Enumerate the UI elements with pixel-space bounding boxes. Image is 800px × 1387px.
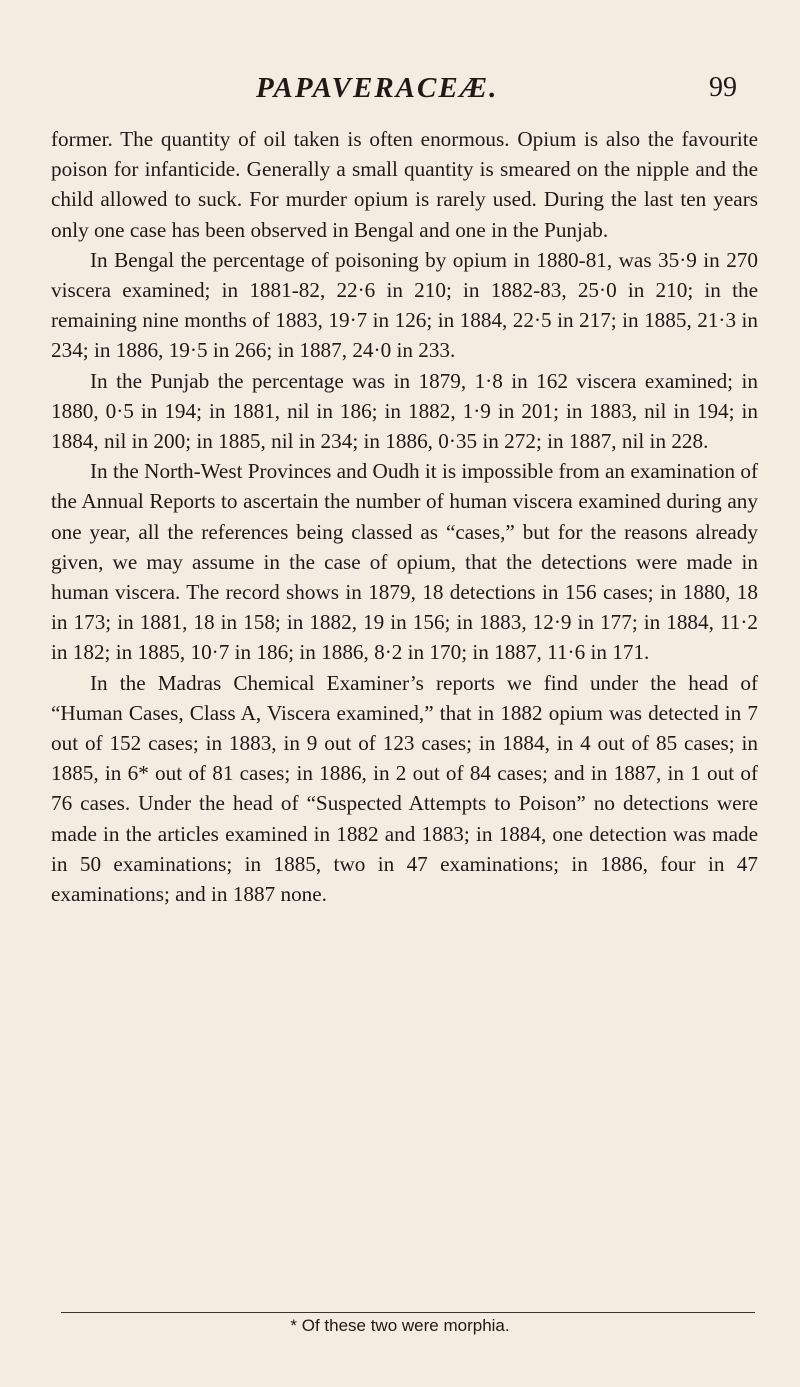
page-header [0, 72, 800, 112]
paragraph-5: In the Madras Chemical Examiner’s reports we find under the head of “Human Cases, Class A, Viscera examined,” that in 1882 opium was detected in 7 out of 152 cases; in 1883, in 9 out of 123 cases; in 1884, in 4 out of 85 cases; in 1885, in 6* out of 81 cases; in 1886, in 2 out of 84 cases; and in 1887, in 1 out of 76 cases. Under the head of “Suspected Attempts to Poison” no detections were made in the articles examined in 1882 and 1883; in 1884, one detection was made in 50 examinations; in 1885, two in 47 examinations; in 1886, four in 47 examinations; and in 1887 none. [51, 670, 758, 907]
paragraph-2: In Bengal the percentage of poisoning by opium in 1880-81, was 35·9 in 270 viscera examined; in 1881-82, 22·6 in 210; in 1882-83, 25·0 in 210; in the remaining nine months of 1883, 19·7 in 126; in 1884, 22·5 in 217; in 1885, 21·3 in 234; in 1886, 19·5 in 266; in 1887, 24·0 in 233. [51, 247, 758, 363]
paragraph-4: In the North-West Provinces and Oudh it is impossible from an examination of the Annual Reports to ascertain the number of human viscera examined during any one year, all the references being classed as “cases,” but for the reasons already given, we may assume in the case of opium, that the detections were made in human viscera. The record shows in 1879, 18 detections in 156 cases; in 1880, 18 in 173; in 1881, 18 in 158; in 1882, 19 in 156; in 1883, 12·9 in 177; in 1884, 11·2 in 182; in 1885, 10·7 in 186; in 1886, 8·2 in 170; in 1887, 11·6 in 171. [51, 459, 758, 665]
footnote: * Of these two were morphia. [290, 1316, 510, 1335]
body-text [51, 124, 758, 909]
footnote-divider [61, 1312, 755, 1313]
page-number: 99 [709, 72, 737, 103]
paragraph-3: In the Punjab the percentage was in 1879, 1·8 in 162 viscera examined; in 1880, 0·5 in 194; in 1881, nil in 186; in 1882, 1·9 in 201; in 1883, nil in 194; in 1884, nil in 200; in 1885, nil in 234; in 1886, 0·35 in 272; in 1887, nil in 228. [51, 368, 758, 454]
paragraph-1: former. The quantity of oil taken is often enormous. Opium is also the favourite poison for infanticide. Generally a small quantity is smeared on the nipple and the child allowed to suck. For murder opium is rarely used. During the last ten years only one case has been observed in Bengal and one in the Punjab. [51, 127, 758, 242]
running-title: PAPAVERACEÆ. [256, 72, 499, 104]
